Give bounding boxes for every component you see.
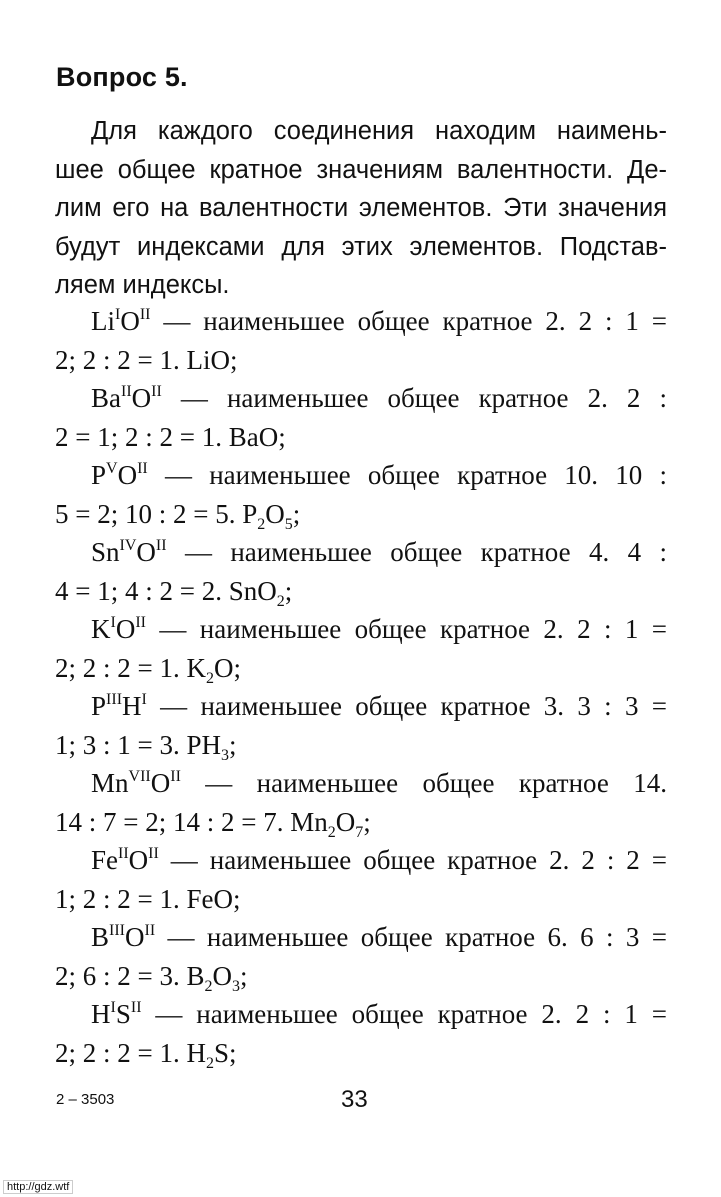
valence-2: II — [135, 614, 146, 631]
formula-symbol: SnO — [228, 575, 277, 606]
lcm-text: — наименьшее общее кратное 2. 2 : 1 = — [145, 614, 667, 644]
formula-symbol: H — [186, 1037, 206, 1068]
valence-1: VII — [128, 768, 151, 785]
result-formula — [186, 652, 234, 687]
element-1: H — [91, 999, 111, 1029]
entry-line-1 — [55, 764, 667, 803]
valence-1: I — [110, 999, 116, 1016]
lcm-text: — наименьшее общее кратное 14. — [180, 768, 667, 798]
entry-line-1 — [55, 456, 667, 495]
formula-symbol: P — [242, 498, 258, 529]
entry-line-1 — [55, 687, 667, 726]
formula-index: 5 — [284, 515, 293, 533]
formula-symbol: LiO — [186, 344, 230, 375]
question-heading: Вопрос 5. — [56, 62, 188, 92]
intro-paragraph — [55, 112, 667, 305]
element-2: O — [150, 768, 171, 798]
element-1: Fe — [91, 845, 118, 875]
formula-symbol: B — [186, 960, 205, 991]
formula-symbol: O — [265, 498, 285, 529]
entry-line-2 — [55, 418, 667, 457]
calc-text: 14 : 7 = 2; 14 : 2 = 7. — [55, 806, 291, 837]
element-2: S — [115, 999, 131, 1029]
lcm-text: — наименьшее общее кратное 2. 2 : 1 = — [141, 999, 667, 1029]
element-1: Li — [91, 306, 115, 336]
lcm-text: — наименьшее общее кратное 3. 3 : 3 = — [146, 691, 667, 721]
valence-1: III — [109, 922, 125, 939]
entry-line-1 — [55, 533, 667, 572]
result-formula — [229, 422, 279, 452]
calc-text: 5 = 2; 10 : 2 = 5. — [55, 498, 243, 529]
formula-tail: ; — [232, 883, 241, 914]
calc-text: 4 = 1; 4 : 2 = 2. — [55, 575, 229, 606]
lcm-text: — наименьшее общее кратное 4. 4 : — [166, 537, 667, 567]
element-2: O — [117, 460, 138, 490]
valence-1: III — [106, 691, 123, 708]
valence-1: II — [121, 383, 132, 400]
compound-entry — [55, 302, 667, 379]
formula-index: 2 — [257, 515, 266, 533]
valence-1: I — [115, 306, 121, 323]
calc-text: 1; 3 : 1 = 3. — [55, 729, 187, 760]
compound-entry — [55, 533, 667, 610]
result-formula — [290, 806, 364, 841]
entry-line-2 — [55, 726, 667, 765]
element-2: O — [120, 306, 140, 336]
element-2: O — [131, 383, 152, 413]
compound-entry — [55, 764, 667, 841]
element-2: H — [122, 691, 142, 721]
element-2: O — [128, 845, 149, 875]
element-2: O — [115, 614, 136, 644]
entry-line-2 — [55, 572, 667, 611]
intro-line: ляем индексы. — [55, 271, 230, 299]
compound-entry — [55, 995, 667, 1072]
intro-line: будут индексами для этих элементов. Подстав- — [55, 232, 667, 261]
valence-2: II — [130, 999, 142, 1016]
entry-line-2 — [55, 649, 667, 688]
formula-tail: ; — [229, 1037, 237, 1068]
formula-index: 2 — [204, 977, 213, 995]
valence-2: II — [151, 383, 162, 400]
lcm-text: — наименьшее общее кратное 2. 2 : 2 = — [158, 845, 667, 875]
intro-line: лим его на валентности элементов. Эти значения — [55, 194, 667, 222]
entry-line-2 — [55, 341, 667, 380]
calc-text: 1; 2 : 2 = 1. — [55, 883, 187, 914]
compound-entry — [55, 379, 667, 456]
watermark-link[interactable]: http://gdz.wtf — [3, 1180, 73, 1194]
compound-entry — [55, 456, 667, 533]
result-formula — [186, 884, 233, 914]
entry-line-1 — [55, 610, 667, 649]
result-formula — [186, 345, 230, 375]
formula-index: 7 — [355, 823, 364, 841]
formula-symbol: S — [213, 1037, 230, 1068]
valence-1: II — [118, 845, 129, 862]
entry-line-1 — [55, 379, 667, 418]
print-code: 2 – 3503 — [56, 1091, 115, 1108]
entry-line-2 — [55, 880, 667, 919]
compound-entry — [55, 687, 667, 764]
compound-entry — [55, 841, 667, 918]
calc-text: 2; 6 : 2 = 3. — [55, 960, 187, 991]
intro-line: шее общее кратное значениям валентности. Де- — [55, 155, 667, 184]
formula-symbol: PH — [186, 729, 221, 760]
result-formula — [186, 729, 229, 764]
result-formula — [228, 575, 285, 610]
valence-1: I — [110, 614, 116, 631]
formula-index: 2 — [205, 669, 214, 687]
formula-tail: ; — [229, 344, 238, 375]
formula-index: 2 — [276, 592, 285, 610]
element-1: Sn — [91, 537, 120, 567]
valence-2: II — [139, 306, 151, 323]
formula-symbol: Mn — [290, 806, 328, 837]
formula-tail: ; — [278, 421, 286, 452]
valence-2: II — [155, 537, 167, 554]
result-formula — [186, 960, 240, 995]
formula-symbol: O — [212, 960, 232, 991]
compound-entry — [55, 918, 667, 995]
formula-tail: ; — [229, 729, 237, 760]
valence-2: II — [148, 845, 159, 862]
lcm-text: — наименьшее общее кратное 6. 6 : 3 = — [155, 922, 667, 952]
formula-index: 3 — [232, 977, 240, 995]
formula-tail: ; — [284, 575, 293, 606]
valence-2: I — [141, 691, 147, 708]
formula-symbol: O — [213, 652, 234, 683]
entry-line-1 — [55, 841, 667, 880]
entry-line-1 — [55, 918, 667, 957]
lcm-text: — наименьшее общее кратное 2. 2 : — [161, 383, 667, 413]
formula-tail: ; — [363, 806, 371, 837]
element-1: Mn — [91, 768, 129, 798]
entry-line-2 — [55, 957, 667, 996]
lcm-text: — наименьшее общее кратное 10. 10 : — [147, 460, 667, 490]
formula-index: 3 — [221, 746, 229, 764]
calc-text: 2; 2 : 2 = 1. — [55, 652, 187, 683]
element-1: P — [91, 460, 107, 490]
element-1: B — [91, 922, 110, 952]
element-1: P — [91, 691, 107, 721]
lcm-text: — наименьшее общее кратное 2. 2 : 1 = — [150, 306, 667, 336]
formula-index: 2 — [205, 1054, 214, 1072]
element-2: O — [125, 922, 145, 952]
entry-line-2 — [55, 495, 667, 534]
page-number: 33 — [341, 1086, 368, 1113]
calc-text: 2; 2 : 2 = 1. — [55, 1037, 187, 1068]
formula-index: 2 — [327, 823, 336, 841]
formula-symbol: BaO — [228, 421, 279, 452]
compound-list — [55, 302, 667, 1072]
intro-line: Для каждого соединения находим наимень- — [91, 117, 667, 145]
entry-line-2 — [55, 1034, 667, 1073]
valence-1: IV — [119, 537, 137, 554]
entry-line-2 — [55, 803, 667, 842]
formula-tail: ; — [292, 498, 301, 529]
formula-symbol: K — [186, 652, 206, 683]
element-1: Ba — [91, 383, 121, 413]
valence-2: II — [170, 768, 181, 785]
formula-symbol: FeO — [186, 883, 233, 914]
valence-2: II — [144, 922, 156, 939]
result-formula — [186, 1037, 230, 1072]
formula-tail: ; — [240, 960, 248, 991]
element-2: O — [136, 537, 156, 567]
entry-line-1 — [55, 995, 667, 1034]
result-formula — [242, 498, 293, 533]
compound-entry — [55, 610, 667, 687]
entry-line-1 — [55, 302, 667, 341]
formula-symbol: O — [335, 806, 356, 837]
formula-tail: ; — [233, 652, 241, 683]
valence-1: V — [106, 460, 118, 477]
calc-text: 2; 2 : 2 = 1. — [55, 344, 187, 375]
valence-2: II — [137, 460, 148, 477]
element-1: K — [91, 614, 111, 644]
calc-text: 2 = 1; 2 : 2 = 1. — [55, 421, 229, 452]
